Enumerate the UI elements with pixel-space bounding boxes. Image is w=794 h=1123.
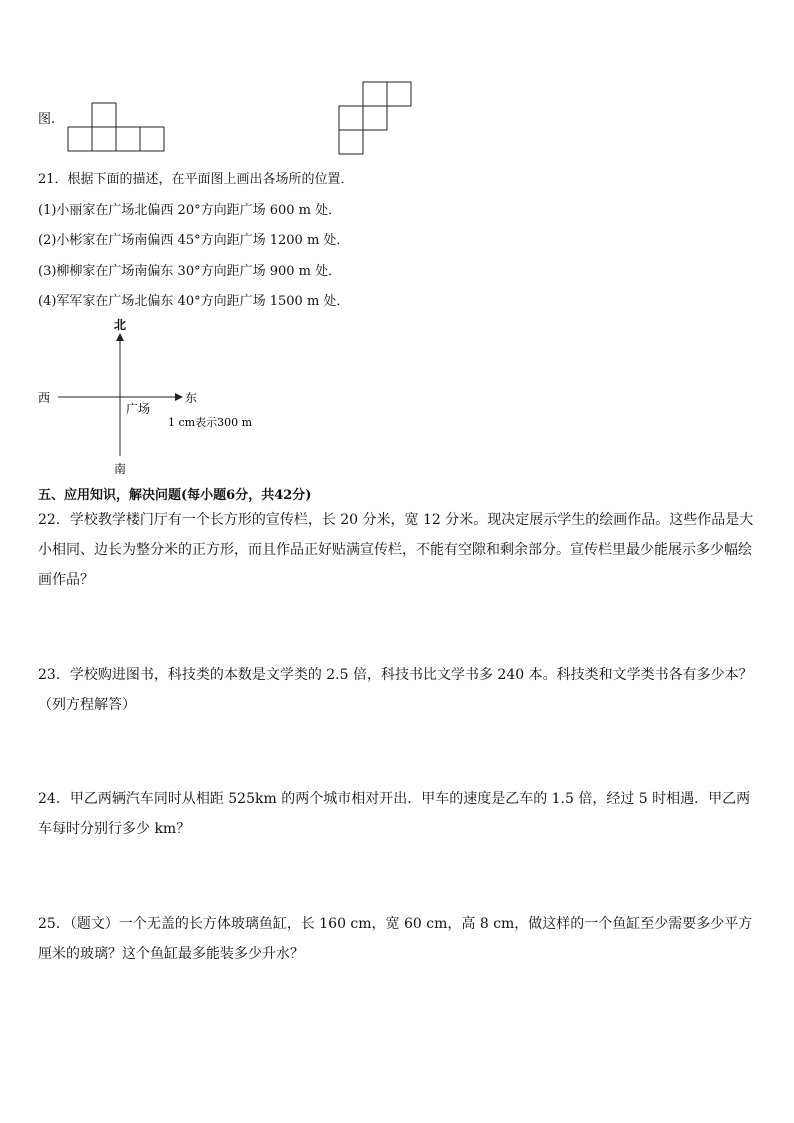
east-label: 东	[185, 391, 198, 405]
q23-text: 23．学校购进图书，科技类的本数是文学类的 2.5 倍，科技书比文学书多 240 本。科技类和文学类书各有多少本？（列方程解答）	[38, 667, 753, 713]
net2-square	[387, 82, 411, 106]
south-label: 南	[114, 462, 127, 476]
net2-square	[339, 130, 363, 154]
net2-square	[363, 106, 387, 130]
q21-stem: 21．根据下面的描述，在平面图上画出各场所的位置．	[38, 172, 354, 187]
q21-item-1: (1)小丽家在广场北偏西 20°方向距广场 600 m 处．	[38, 203, 342, 218]
q21-item-3: (3)柳柳家在广场南偏东 30°方向距广场 900 m 处．	[38, 264, 342, 279]
net1-square	[116, 127, 140, 151]
cube-net-figure-2	[337, 80, 413, 156]
compass-diagram	[30, 316, 290, 478]
net2-square	[363, 82, 387, 106]
net1-square	[140, 127, 164, 151]
cube-net-figure-1	[66, 102, 168, 154]
section-title: 五、应用知识，解决问题(每小题6分，共42分)	[38, 488, 312, 503]
q24-text: 24．甲乙两辆汽车同时从相距 525km 的两个城市相对开出．甲车的速度是乙车的 1.5 倍，经过 5 时相遇．甲乙两车每时分别行多少 km？	[38, 791, 751, 837]
square-label: 广场	[126, 402, 151, 416]
q25-text: 25．（题文）一个无盖的长方体玻璃鱼缸，长 160 cm，宽 60 cm，高 8 cm，做这样的一个鱼缸至少需要多少平方厘米的玻璃？这个鱼缸最多能装多少升水？	[38, 916, 753, 962]
west-label: 西	[38, 391, 51, 405]
net2-square	[339, 106, 363, 130]
q21-item-2: (2)小彬家在广场南偏西 45°方向距广场 1200 m 处．	[38, 233, 350, 248]
fragment-text: 图.	[38, 112, 56, 127]
scale-label: 1 cm表示300 m	[168, 416, 253, 429]
q22-text: 22．学校教学楼门厅有一个长方形的宣传栏，长 20 分米，宽 12 分米。现决定展示学生的绘画作品。这些作品是大小相同、边长为整分米的正方形，而且作品正好贴满宣传栏，不能有空隙和剩余部分。宣传栏里最少能展示多少幅绘画作品？	[38, 512, 754, 588]
net1-square	[92, 103, 116, 127]
net1-square	[68, 127, 92, 151]
net1-square	[92, 127, 116, 151]
q21-item-4: (4)军军家在广场北偏东 40°方向距广场 1500 m 处．	[38, 294, 350, 309]
north-label: 北	[114, 318, 127, 332]
